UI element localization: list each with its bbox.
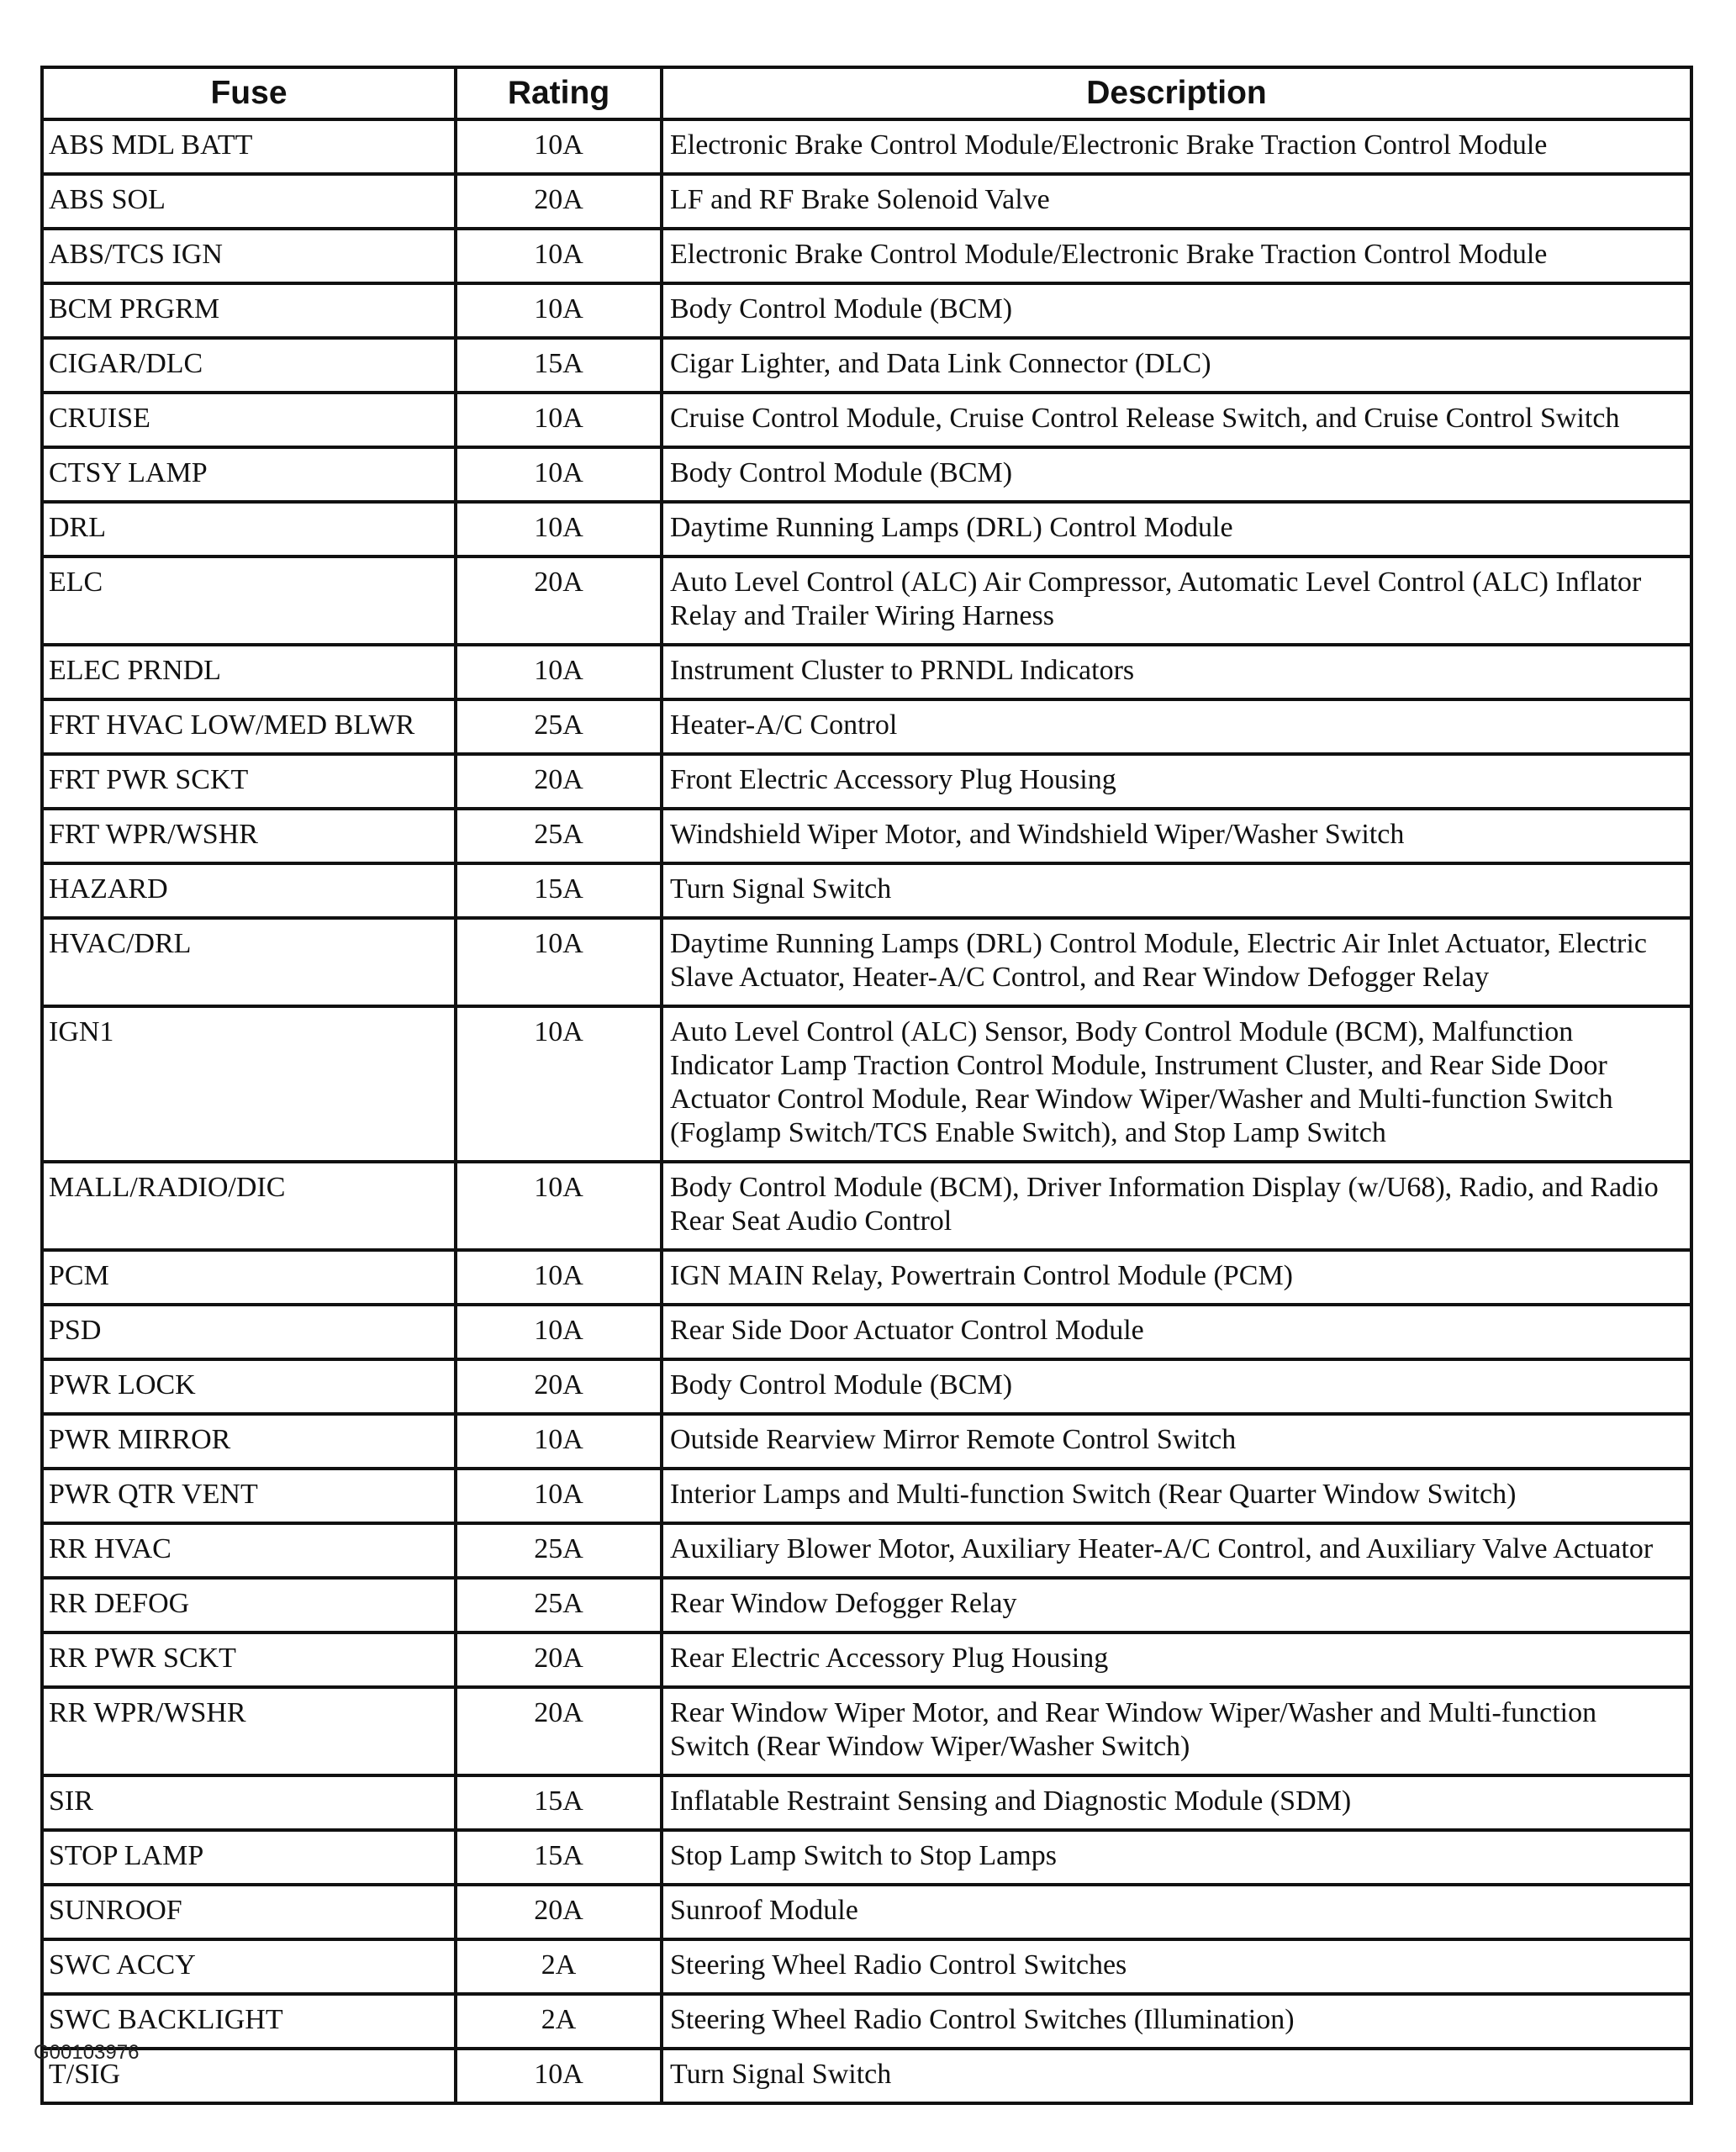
header-rating: Rating (456, 67, 662, 119)
description-cell: Sunroof Module (662, 1885, 1691, 1939)
table-row (42, 556, 1691, 645)
rating-cell: 10A (456, 447, 662, 502)
description-cell: Rear Electric Accessory Plug Housing (662, 1632, 1691, 1687)
description-cell: Instrument Cluster to PRNDL Indicators (662, 645, 1691, 699)
rating-cell: 10A (456, 1250, 662, 1305)
rating-cell: 10A (456, 283, 662, 338)
fuse-cell: ELC (42, 556, 456, 645)
rating-cell: 10A (456, 2049, 662, 2103)
fuse-cell: PWR LOCK (42, 1359, 456, 1414)
table-row (42, 1006, 1691, 1162)
description-cell: Body Control Module (BCM) (662, 447, 1691, 502)
rating-cell: 25A (456, 1523, 662, 1578)
rating-cell: 10A (456, 645, 662, 699)
description-cell: Cigar Lighter, and Data Link Connector (DLC) (662, 338, 1691, 393)
table-row (42, 1250, 1691, 1305)
table-row (42, 863, 1691, 918)
rating-cell: 15A (456, 1830, 662, 1885)
description-cell: Rear Window Defogger Relay (662, 1578, 1691, 1632)
rating-cell: 2A (456, 1939, 662, 1994)
rating-cell: 15A (456, 1775, 662, 1830)
fuse-cell: PSD (42, 1305, 456, 1359)
description-cell: Rear Side Door Actuator Control Module (662, 1305, 1691, 1359)
rating-cell: 10A (456, 1469, 662, 1523)
rating-cell: 10A (456, 918, 662, 1006)
fuse-cell: ABS SOL (42, 174, 456, 229)
table-row (42, 229, 1691, 283)
table-row (42, 502, 1691, 556)
table-row (42, 1469, 1691, 1523)
rating-cell: 20A (456, 174, 662, 229)
description-cell: Daytime Running Lamps (DRL) Control Module, Electric Air Inlet Actuator, Electric Slave Actuator, Heater-A/C Control, and Rear Window Defogger Relay (662, 918, 1691, 1006)
description-cell: Auto Level Control (ALC) Air Compressor, Automatic Level Control (ALC) Inflator Relay and Trailer Wiring Harness (662, 556, 1691, 645)
table-row (42, 447, 1691, 502)
table-row (42, 1523, 1691, 1578)
rating-cell: 15A (456, 338, 662, 393)
table-row (42, 1632, 1691, 1687)
fuse-cell: CTSY LAMP (42, 447, 456, 502)
rating-cell: 25A (456, 809, 662, 863)
rating-cell: 10A (456, 1305, 662, 1359)
description-cell: IGN MAIN Relay, Powertrain Control Module (PCM) (662, 1250, 1691, 1305)
description-cell: Steering Wheel Radio Control Switches (Illumination) (662, 1994, 1691, 2049)
rating-cell: 20A (456, 1885, 662, 1939)
description-cell: Front Electric Accessory Plug Housing (662, 754, 1691, 809)
fuse-cell: SIR (42, 1775, 456, 1830)
fuse-cell: DRL (42, 502, 456, 556)
description-cell: Outside Rearview Mirror Remote Control Switch (662, 1414, 1691, 1469)
description-cell: Electronic Brake Control Module/Electronic Brake Traction Control Module (662, 229, 1691, 283)
description-cell: Auto Level Control (ALC) Sensor, Body Control Module (BCM), Malfunction Indicator Lamp Traction Control Module, Instrument Cluster, and Rear Side Door Actuator Control Module, Rear Window Wiper/Washer and Multi-function Switch (Foglamp Switch/TCS Enable Switch), and Stop Lamp Switch (662, 1006, 1691, 1162)
table-header-row (42, 67, 1691, 119)
fuse-cell: CRUISE (42, 393, 456, 447)
fuse-cell: PWR MIRROR (42, 1414, 456, 1469)
rating-cell: 10A (456, 502, 662, 556)
fuse-cell: CIGAR/DLC (42, 338, 456, 393)
fuse-cell: FRT PWR SCKT (42, 754, 456, 809)
fuse-cell: PCM (42, 1250, 456, 1305)
description-cell: Daytime Running Lamps (DRL) Control Module (662, 502, 1691, 556)
fuse-cell: FRT HVAC LOW/MED BLWR (42, 699, 456, 754)
fuse-cell: ELEC PRNDL (42, 645, 456, 699)
fuse-cell: ABS MDL BATT (42, 119, 456, 174)
table-row (42, 338, 1691, 393)
description-cell: Body Control Module (BCM), Driver Information Display (w/U68), Radio, and Radio Rear Seat Audio Control (662, 1162, 1691, 1250)
rating-cell: 20A (456, 1632, 662, 1687)
rating-cell: 10A (456, 1006, 662, 1162)
table-row (42, 809, 1691, 863)
fuse-cell: STOP LAMP (42, 1830, 456, 1885)
table-row (42, 1687, 1691, 1775)
fuse-cell: RR WPR/WSHR (42, 1687, 456, 1775)
fuse-cell: BCM PRGRM (42, 283, 456, 338)
rating-cell: 10A (456, 119, 662, 174)
description-cell: Stop Lamp Switch to Stop Lamps (662, 1830, 1691, 1885)
description-cell: Cruise Control Module, Cruise Control Release Switch, and Cruise Control Switch (662, 393, 1691, 447)
header-description: Description (662, 67, 1691, 119)
description-cell: Interior Lamps and Multi-function Switch (Rear Quarter Window Switch) (662, 1469, 1691, 1523)
fuse-cell: HAZARD (42, 863, 456, 918)
description-cell: Auxiliary Blower Motor, Auxiliary Heater-A/C Control, and Auxiliary Valve Actuator (662, 1523, 1691, 1578)
description-cell: Inflatable Restraint Sensing and Diagnostic Module (SDM) (662, 1775, 1691, 1830)
description-cell: Body Control Module (BCM) (662, 1359, 1691, 1414)
rating-cell: 20A (456, 1359, 662, 1414)
table-row (42, 174, 1691, 229)
table-row (42, 393, 1691, 447)
fuse-cell: RR DEFOG (42, 1578, 456, 1632)
table-row (42, 1162, 1691, 1250)
table-row (42, 1578, 1691, 1632)
figure-code: G00103976 (34, 2041, 140, 2064)
rating-cell: 15A (456, 863, 662, 918)
table-row (42, 754, 1691, 809)
description-cell: Windshield Wiper Motor, and Windshield Wiper/Washer Switch (662, 809, 1691, 863)
rating-cell: 25A (456, 699, 662, 754)
fuse-cell: T/SIG (42, 2049, 456, 2103)
rating-cell: 10A (456, 1162, 662, 1250)
table-row (42, 119, 1691, 174)
header-fuse: Fuse (42, 67, 456, 119)
description-cell: Heater-A/C Control (662, 699, 1691, 754)
fuse-cell: MALL/RADIO/DIC (42, 1162, 456, 1250)
table-row (42, 918, 1691, 1006)
fuse-cell: RR PWR SCKT (42, 1632, 456, 1687)
description-cell: Rear Window Wiper Motor, and Rear Window Wiper/Washer and Multi-function Switch (Rear Window Wiper/Washer Switch) (662, 1687, 1691, 1775)
rating-cell: 20A (456, 1687, 662, 1775)
table-row (42, 2049, 1691, 2103)
rating-cell: 10A (456, 393, 662, 447)
description-cell: Electronic Brake Control Module/Electronic Brake Traction Control Module (662, 119, 1691, 174)
fuse-cell: IGN1 (42, 1006, 456, 1162)
fuse-cell: SWC ACCY (42, 1939, 456, 1994)
description-cell: Steering Wheel Radio Control Switches (662, 1939, 1691, 1994)
description-cell: Turn Signal Switch (662, 863, 1691, 918)
table-row (42, 1830, 1691, 1885)
rating-cell: 2A (456, 1994, 662, 2049)
table-row (42, 1994, 1691, 2049)
table-row (42, 1414, 1691, 1469)
table-row (42, 1885, 1691, 1939)
fuse-cell: SUNROOF (42, 1885, 456, 1939)
fuse-cell: SWC BACKLIGHT (42, 1994, 456, 2049)
rating-cell: 10A (456, 229, 662, 283)
table-row (42, 283, 1691, 338)
description-cell: LF and RF Brake Solenoid Valve (662, 174, 1691, 229)
fuse-cell: HVAC/DRL (42, 918, 456, 1006)
table-row (42, 645, 1691, 699)
description-cell: Turn Signal Switch (662, 2049, 1691, 2103)
fuse-cell: FRT WPR/WSHR (42, 809, 456, 863)
table-row (42, 1359, 1691, 1414)
description-cell: Body Control Module (BCM) (662, 283, 1691, 338)
fuse-cell: PWR QTR VENT (42, 1469, 456, 1523)
fuse-cell: ABS/TCS IGN (42, 229, 456, 283)
rating-cell: 20A (456, 754, 662, 809)
table-row (42, 1775, 1691, 1830)
rating-cell: 10A (456, 1414, 662, 1469)
table-row (42, 699, 1691, 754)
rating-cell: 25A (456, 1578, 662, 1632)
fuse-table (40, 66, 1693, 2105)
table-row (42, 1939, 1691, 1994)
fuse-cell: RR HVAC (42, 1523, 456, 1578)
table-row (42, 1305, 1691, 1359)
rating-cell: 20A (456, 556, 662, 645)
